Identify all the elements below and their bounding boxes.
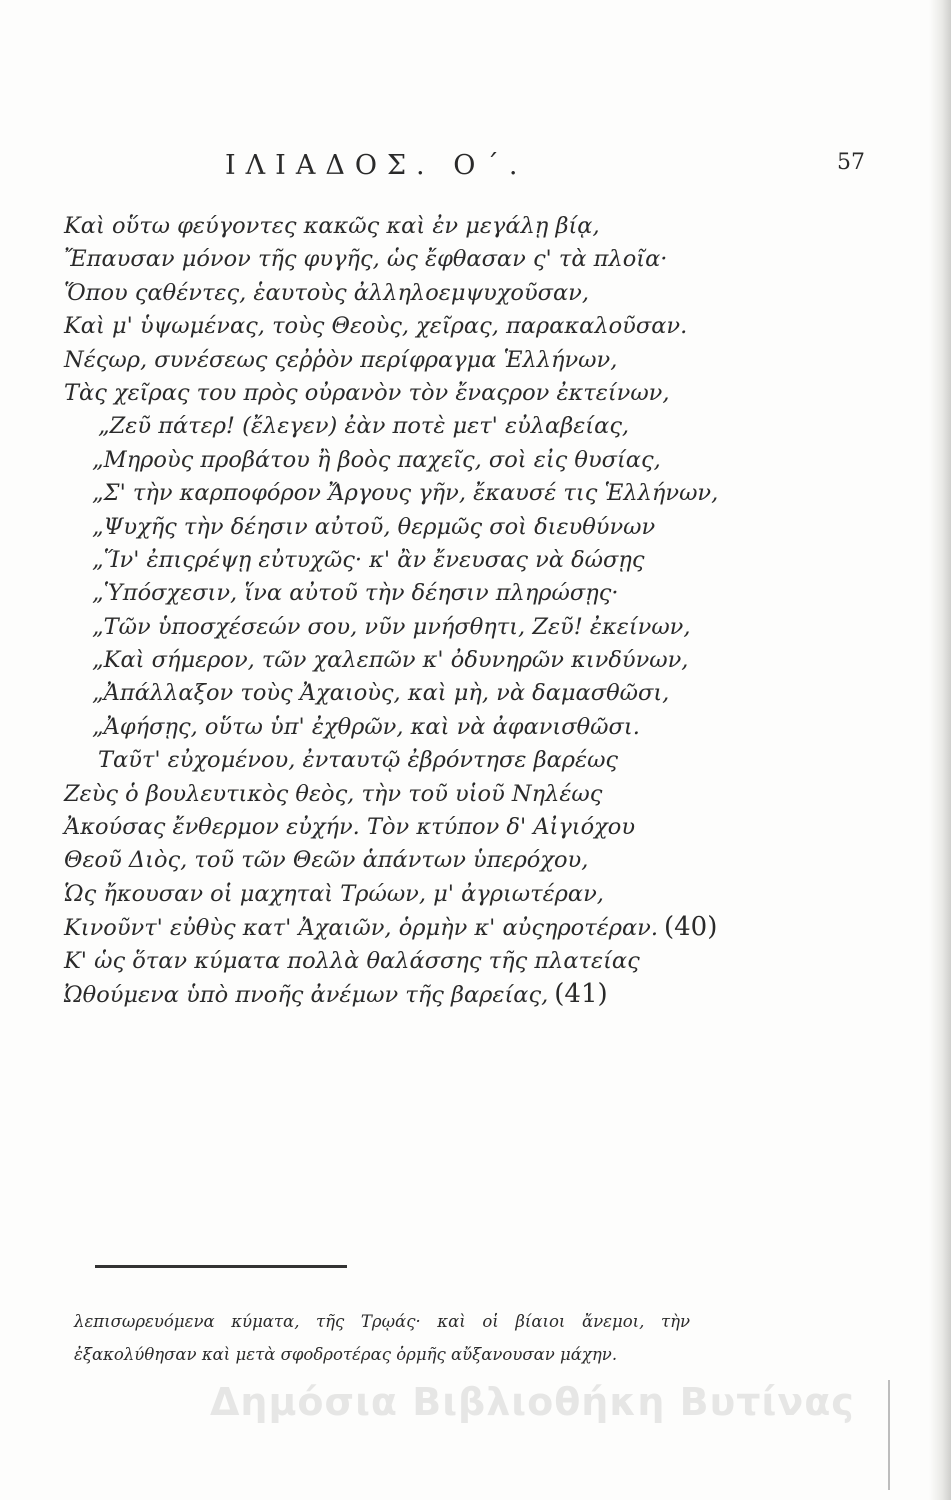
verse-line xyxy=(64,477,719,510)
verse-line xyxy=(64,811,694,844)
verse-text: Κινοῦντ' εὐθὺς κατ' Ἀχαιῶν, ὁρμὴν κ' αὐςηροτέραν. xyxy=(64,915,658,942)
verse-text: „Μηροὺς προβάτου ἢ βοὸς παχεῖς, σοὶ εἰς θυσίας, xyxy=(92,446,661,473)
note-marker: (40) xyxy=(664,912,718,943)
note-marker: (41) xyxy=(554,978,608,1009)
verse-text: Καὶ μ' ὑψωμένας, τοὺς Θεοὺς, χεῖρας, παρακαλοῦσαν. xyxy=(64,313,688,340)
verse-line xyxy=(64,210,694,243)
verse-line xyxy=(64,878,694,911)
verse-text: Τὰς χεῖρας του πρὸς οὐρανὸν τὸν ἔναςρον ἐκτείνων, xyxy=(64,379,670,406)
verse-line xyxy=(64,911,718,944)
verse-text: „Ἵν' ἐπιςρέψῃ εὐτυχῶς· κ' ἂν ἔνευσας νὰ δώσῃς xyxy=(92,546,645,573)
verse-text: Ταῦτ' εὐχομένου, ἐνταυτῷ ἐβρόντησε βαρέως xyxy=(98,747,619,774)
verse-line xyxy=(64,344,694,377)
verse-line xyxy=(64,945,694,978)
verse-text: Ὡς ἤκουσαν οἱ μαχηταὶ Τρώων, μ' ἀγριωτέραν, xyxy=(64,880,604,907)
verse-text: „Τῶν ὑποσχέσεών σου, νῦν μνήσθητι, Ζεῦ! ἐκείνων, xyxy=(92,613,691,640)
verse-line xyxy=(64,243,694,276)
verse-text: „Ψυχῆς τὴν δέησιν αὐτοῦ, θερμῶς σοὶ διευθύνων xyxy=(92,513,656,540)
verse-line xyxy=(64,711,694,744)
verse-text: „Ἀπάλλαξον τοὺς Ἀχαιοὺς, καὶ μὴ, νὰ δαμασθῶσι, xyxy=(92,680,670,707)
verse-line xyxy=(64,611,694,644)
verse-text: „Ζεῦ πάτερ! (ἔλεγεν) ἐὰν ποτὲ μετ' εὐλαβείας, xyxy=(98,413,630,440)
verse-line xyxy=(64,844,694,877)
verse-block xyxy=(64,210,719,1011)
verse-text: Ἔπαυσαν μόνον τῆς φυγῆς, ὡς ἔφθασαν ς' τὰ πλοῖα· xyxy=(64,246,668,273)
verse-text: „Σ' τὴν καρποφόρον Ἄργους γῆν, ἔκαυσέ τις Ἑλλήνων, xyxy=(92,480,719,507)
verse-line xyxy=(64,644,694,677)
verse-line xyxy=(64,377,694,410)
verse-text: Θεοῦ Διὸς, τοῦ τῶν Θεῶν ἁπάντων ὑπερόχου, xyxy=(64,847,589,874)
footnote-text: λεπισωρευόμενα κύματα, τῆς Τρῳάς· καὶ οἱ βίαιοι ἄνεμοι, τὴν ἐξακολύθησαν καὶ μετὰ σφοδροτέρας ὁρμῆς αὔξανουσαν μάχην. xyxy=(74,1312,690,1364)
running-title: ΙΛΙΑΔΟΣ. Ο΄. xyxy=(225,150,528,181)
verse-text: „Ὑπόσχεσιν, ἵνα αὐτοῦ τὴν δέησιν πληρώσῃς· xyxy=(92,580,619,607)
footnote xyxy=(74,1305,690,1371)
verse-line xyxy=(64,778,694,811)
verse-text: Καὶ οὕτω φεύγοντες κακῶς καὶ ἐν μεγάλῃ βίᾳ, xyxy=(64,213,600,239)
library-watermark: Δημόσια Βιβλιοθήκη Βυτίνας xyxy=(210,1380,855,1424)
verse-line xyxy=(64,544,694,577)
page-edge-shadow xyxy=(929,0,951,1500)
verse-text: Ζεὺς ὁ βουλευτικὸς θεὸς, τὴν τοῦ υἱοῦ Νηλέως xyxy=(64,780,603,807)
verse-line xyxy=(64,677,694,710)
verse-text: „Καὶ σήμερον, τῶν χαλεπῶν κ' ὀδυνηρῶν κινδύνων, xyxy=(92,647,689,674)
verse-line xyxy=(64,444,694,477)
page-number: 57 xyxy=(837,150,865,175)
verse-line xyxy=(64,744,694,777)
verse-line xyxy=(64,577,694,610)
verse-line xyxy=(64,310,694,343)
verse-text: Ὅπου ςαθέντες, ἑαυτοὺς ἀλληλοεμψυχοῦσαν, xyxy=(64,279,590,306)
verse-text: „Ἀφήσῃς, οὕτω ὑπ' ἐχθρῶν, καὶ νὰ ἀφανισθῶσι. xyxy=(92,713,640,740)
verse-line xyxy=(64,410,694,443)
verse-text: Ὠθούμενα ὑπὸ πνοῆς ἀνέμων τῆς βαρείας, xyxy=(64,981,549,1008)
verse-text: Κ' ὡς ὅταν κύματα πολλὰ θαλάσσης τῆς πλατείας xyxy=(64,947,640,974)
verse-text: Νέςωρ, συνέσεως ςεῤῥὸν περίφραγμα Ἑλλήνων, xyxy=(64,346,618,373)
verse-line xyxy=(64,978,694,1011)
verse-line xyxy=(64,277,694,310)
verse-text: Ἀκούσας ἔνθερμον εὐχήν. Τὸν κτύπον δ' Αἰγιόχου xyxy=(64,814,636,841)
running-header xyxy=(225,150,865,181)
footnote-rule xyxy=(95,1265,347,1268)
verse-line xyxy=(64,511,694,544)
